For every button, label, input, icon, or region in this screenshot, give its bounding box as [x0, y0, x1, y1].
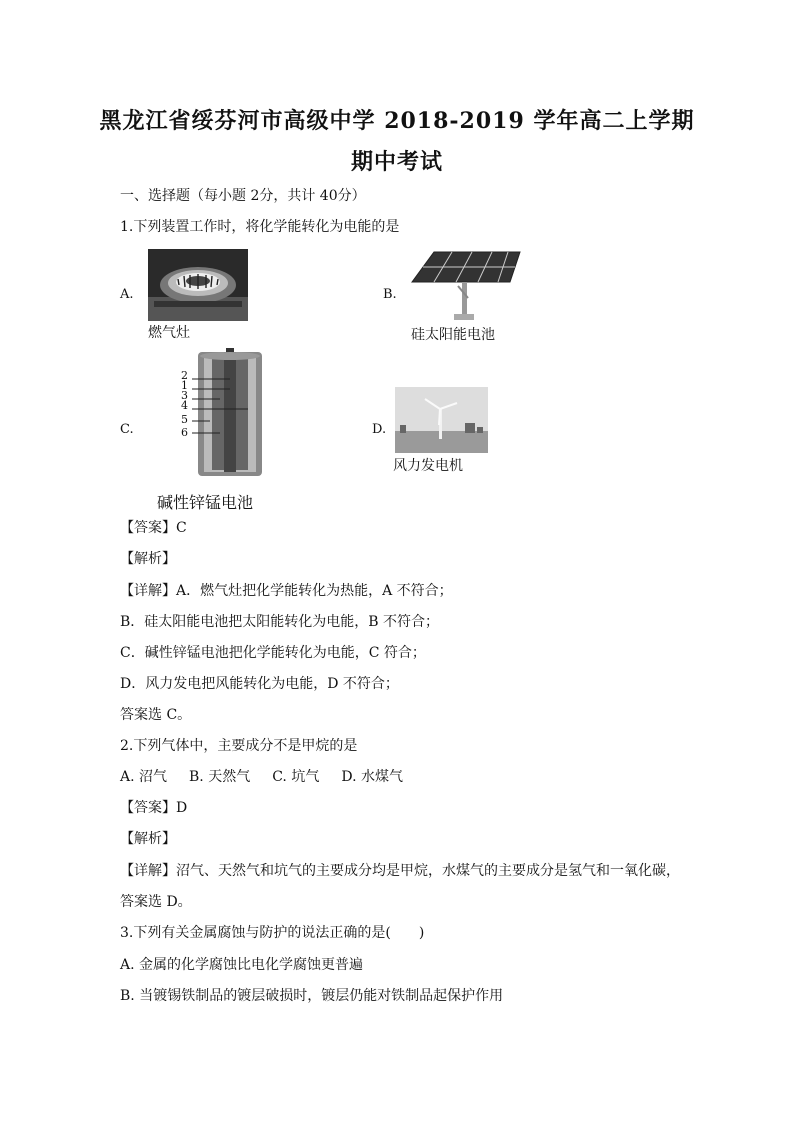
document-title-line2: 期中考试 — [350, 149, 443, 175]
q3-choice: A. 金属的化学腐蚀比电化学腐蚀更普遍 — [120, 957, 364, 973]
q2-choice: D. 水煤气 — [341, 769, 403, 785]
solar-panel-icon — [410, 248, 522, 322]
q1-option-b-caption: 硅太阳能电池 — [411, 327, 495, 343]
q2-stem: 2.下列气体中，主要成分不是甲烷的是 — [120, 738, 358, 754]
q2-answer: 【答案】D — [120, 800, 188, 816]
q1-detail-line: 【详解】A．燃气灶把化学能转化为热能，A 不符合； — [120, 583, 453, 599]
battery-label: 4 — [181, 399, 188, 412]
section-heading: 一、选择题（每小题 2分，共计 40分） — [120, 188, 366, 204]
q2-choice: C. 坑气 — [272, 769, 320, 785]
q1-option-b-letter: B. — [383, 287, 397, 302]
q2-detail-line: 答案选 D。 — [120, 894, 192, 910]
battery-label: 2 — [181, 369, 188, 382]
q2-choice: A. 沼气 — [120, 769, 168, 785]
battery-label: 3 — [181, 389, 188, 402]
q1-option-d-letter: D. — [372, 422, 387, 437]
q2-detail-line: 【详解】沼气、天然气和坑气的主要成分均是甲烷，水煤气的主要成分是氢气和一氧化碳， — [120, 863, 680, 879]
q1-option-d-caption: 风力发电机 — [393, 458, 463, 474]
document-title-line1: 黑龙江省绥芬河市高级中学 2018-2019 学年高二上学期 — [99, 108, 695, 134]
q1-option-a-letter: A. — [120, 287, 134, 302]
q1-stem: 1.下列装置工作时，将化学能转化为电能的是 — [120, 219, 400, 235]
battery-label: 1 — [181, 379, 188, 392]
q1-option-c-letter: C. — [120, 422, 134, 437]
q1-analysis-heading: 【解析】 — [120, 551, 176, 567]
q2-choices — [120, 767, 425, 787]
q1-option-c-caption: 碱性锌锰电池 — [157, 493, 254, 512]
q1-option-a-caption: 燃气灶 — [148, 325, 190, 341]
q3-choice: B. 当镀锡铁制品的镀层破损时，镀层仍能对铁制品起保护作用 — [120, 988, 504, 1004]
q1-detail-line: 答案选 C。 — [120, 707, 192, 723]
q1-detail-line: D．风力发电把风能转化为电能，D 不符合； — [120, 676, 399, 692]
battery-part-labels — [181, 371, 188, 438]
q1-detail-line: C．碱性锌锰电池把化学能转化为电能，C 符合； — [120, 645, 426, 661]
q1-answer: 【答案】C — [120, 520, 187, 536]
q2-analysis-heading: 【解析】 — [120, 831, 176, 847]
battery-label: 6 — [181, 426, 188, 439]
battery-label: 5 — [181, 413, 188, 426]
q1-detail-line: B．硅太阳能电池把太阳能转化为电能，B 不符合； — [120, 614, 440, 630]
wind-turbine-icon — [395, 387, 488, 453]
q2-choice: B. 天然气 — [189, 769, 251, 785]
q3-stem: 3.下列有关金属腐蚀与防护的说法正确的是( ) — [120, 925, 425, 941]
gas-stove-icon — [148, 249, 248, 321]
battery-leader-lines — [190, 375, 250, 437]
